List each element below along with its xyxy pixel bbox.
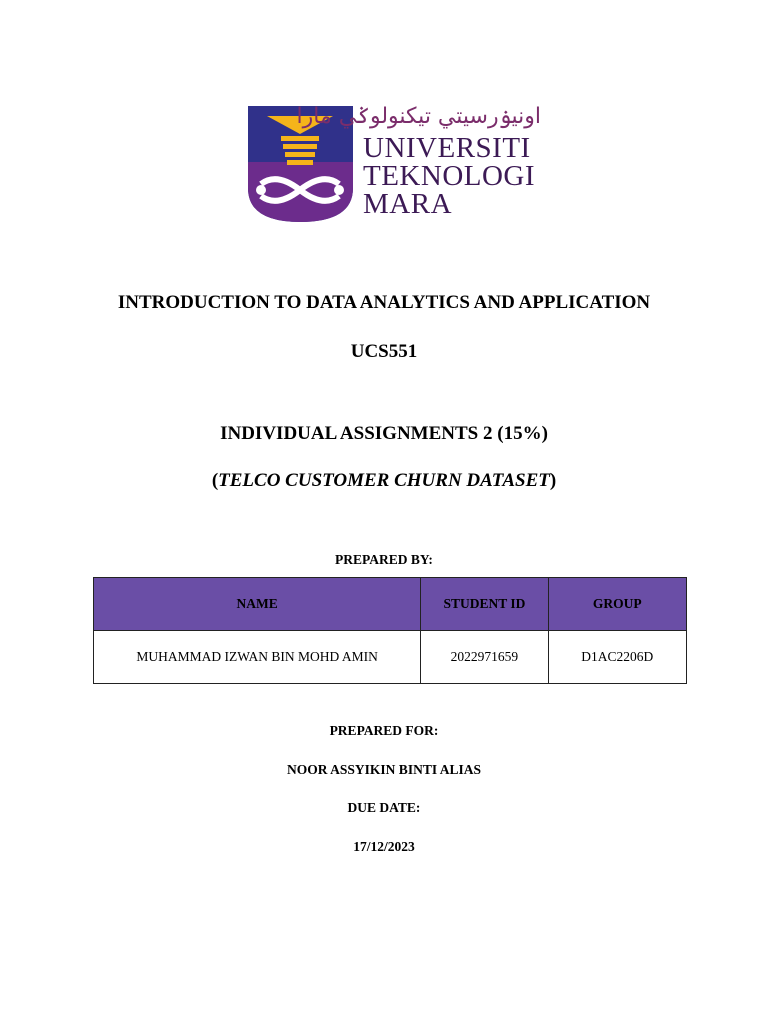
cell-group: D1AC2206D (548, 631, 686, 684)
prepared-for-label: PREPARED FOR: (329, 723, 439, 738)
course-code: UCS551 (350, 341, 418, 362)
uitm-logo (247, 100, 547, 225)
due-date: 17/12/2023 (353, 839, 415, 854)
university-name (363, 134, 553, 218)
student-table (93, 577, 687, 684)
dataset-name: TELCO CUSTOMER CHURN DATASET (218, 470, 550, 491)
university-name-line-2: TEKNOLOGI (363, 160, 536, 192)
lecturer-name: NOOR ASSYIKIN BINTI ALIAS (287, 762, 481, 777)
assignment-title: INDIVIDUAL ASSIGNMENTS 2 (15%) (220, 423, 548, 444)
dataset-paren-close: ) (549, 470, 557, 491)
university-name-line-1: UNIVERSITI (363, 132, 531, 164)
dataset-paren-open: ( (211, 470, 219, 491)
jawi-logo-text: اونيۏرسيتي تيكنولوݢي مارا (296, 104, 541, 129)
header-name: NAME (94, 578, 421, 631)
due-date-label: DUE DATE: (347, 800, 421, 815)
university-name-line-3: MARA (363, 188, 453, 220)
table-row (94, 631, 687, 684)
prepared-by-label: PREPARED BY: (335, 552, 433, 567)
header-student-id: STUDENT ID (421, 578, 548, 631)
header-group: GROUP (548, 578, 686, 631)
table-header-row (94, 578, 687, 631)
course-title: INTRODUCTION TO DATA ANALYTICS AND APPLICATION (117, 292, 651, 313)
dataset-title (0, 470, 768, 492)
cell-name: MUHAMMAD IZWAN BIN MOHD AMIN (94, 631, 421, 684)
cell-student-id: 2022971659 (421, 631, 548, 684)
